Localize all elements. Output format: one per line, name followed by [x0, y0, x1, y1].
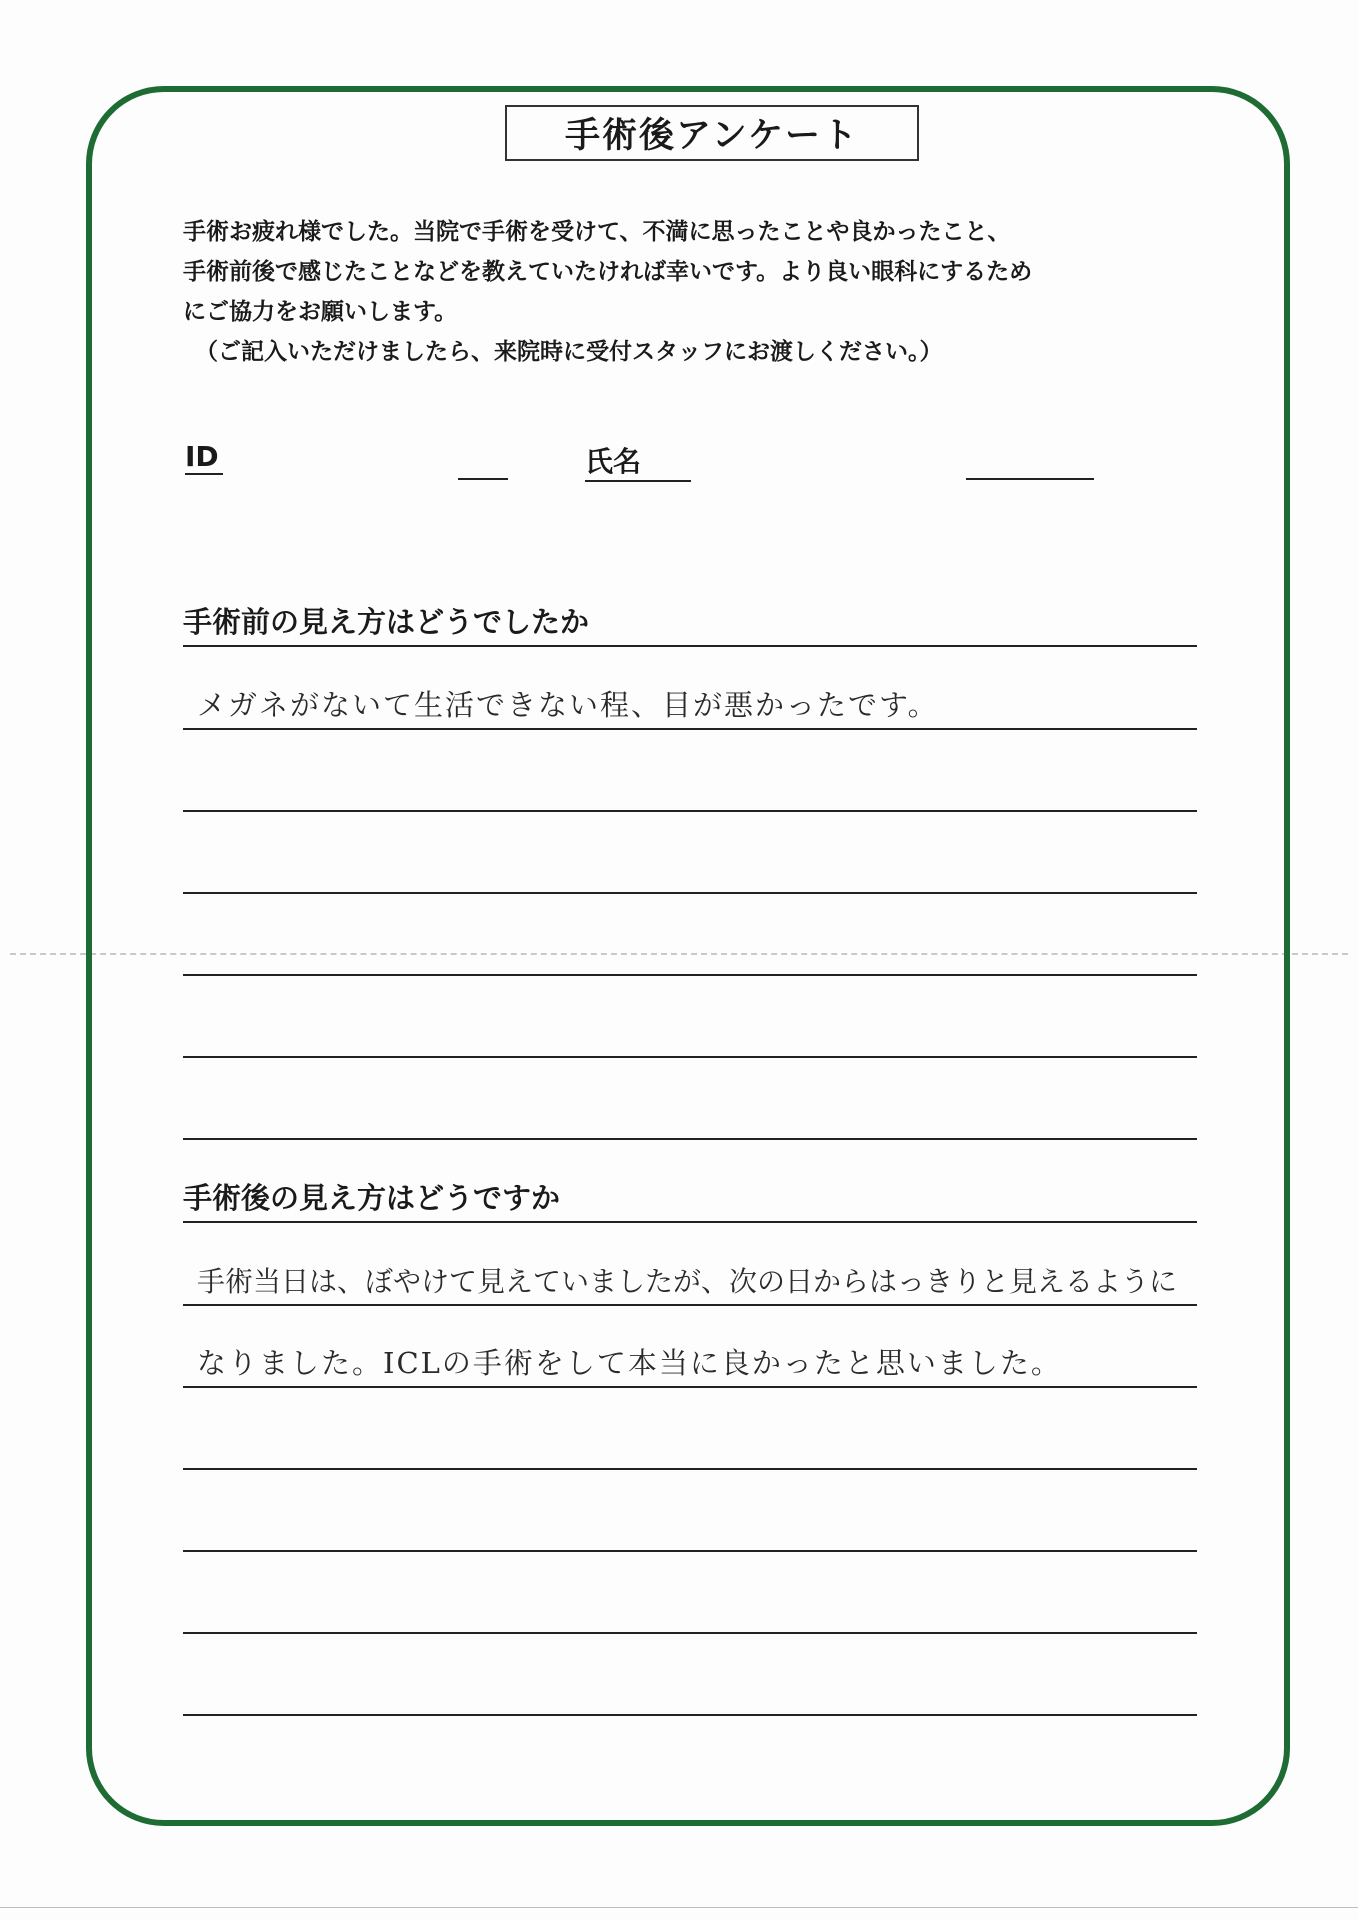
- id-label: ID: [185, 440, 223, 475]
- answer-line[interactable]: [183, 1388, 1197, 1470]
- answer-line[interactable]: [183, 1470, 1197, 1552]
- id-field[interactable]: [458, 478, 508, 480]
- answer-line[interactable]: [183, 976, 1197, 1058]
- intro-line: 手術前後で感じたことなどを教えていたければ幸いです。より良い眼科にするため: [183, 259, 1033, 285]
- answer-line[interactable]: [183, 1634, 1197, 1716]
- name-field[interactable]: [966, 478, 1094, 480]
- scan-edge-line: [0, 1907, 1358, 1908]
- after-answer-lines[interactable]: [183, 1224, 1197, 1716]
- answer-line[interactable]: [183, 730, 1197, 812]
- answer-line[interactable]: [183, 1058, 1197, 1140]
- answer-line[interactable]: [183, 1552, 1197, 1634]
- before-heading: 手術前の見え方はどうでしたか: [183, 600, 1197, 647]
- form-title: 手術後アンケート: [505, 105, 919, 161]
- id-name-row: [0, 440, 1358, 490]
- intro-note: （ご記入いただけましたら、来院時に受付スタッフにお渡しください。）: [195, 339, 943, 365]
- answer-line[interactable]: [183, 648, 1197, 730]
- before-answer-lines[interactable]: [183, 648, 1197, 1140]
- answer-line[interactable]: [183, 1224, 1197, 1306]
- intro-line: にご協力をお願いします。: [183, 299, 458, 325]
- handwritten-answer: なりました。ICLの手術をして本当に良かったと思いました。: [197, 1346, 1062, 1380]
- answer-line[interactable]: [183, 894, 1197, 976]
- after-heading: 手術後の見え方はどうですか: [183, 1176, 1197, 1223]
- intro-line: 手術お疲れ様でした。当院で手術を受けて、不満に思ったことや良かったこと、: [183, 219, 1011, 245]
- handwritten-answer: 手術当日は、ぼやけて見えていましたが、次の日からはっきりと見えるように: [197, 1265, 1178, 1298]
- handwritten-answer: メガネがないて生活できない程、目が悪かったです。: [197, 688, 939, 722]
- answer-line[interactable]: [183, 812, 1197, 894]
- intro-text: [183, 212, 1213, 372]
- answer-line[interactable]: [183, 1306, 1197, 1388]
- name-label: 氏名: [585, 440, 691, 482]
